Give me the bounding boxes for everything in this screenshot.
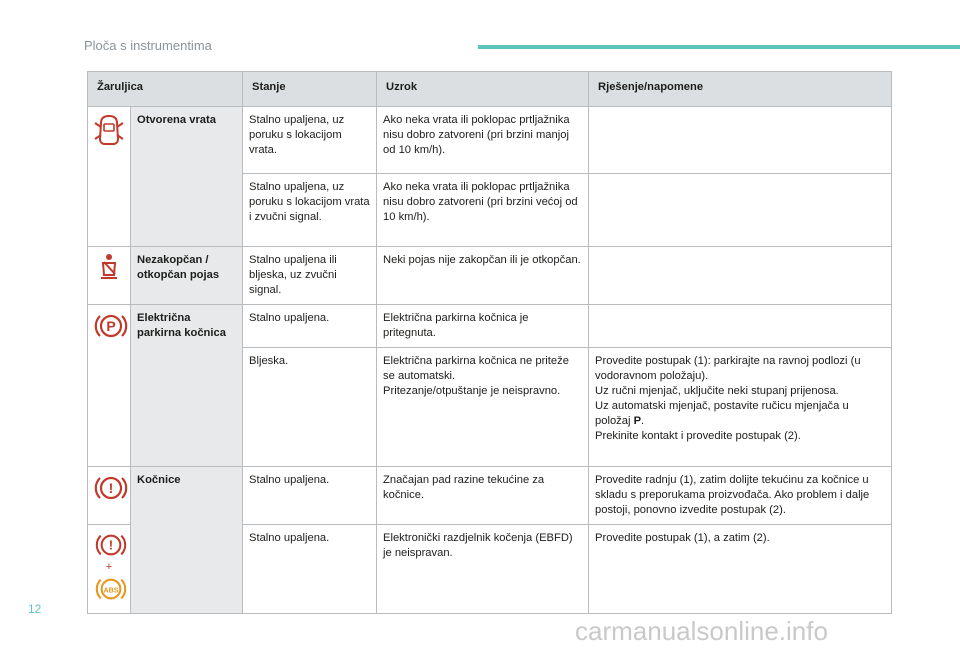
cause-cell: Značajan pad razine tekućine za kočnice.: [377, 467, 589, 525]
solution-cell: Provedite postupak (1), a zatim (2).: [589, 525, 892, 614]
cause-cell: Električna parkirna kočnica je pritegnuta.: [377, 305, 589, 348]
svg-text:ABS: ABS: [103, 587, 119, 595]
open-door-icon: [94, 113, 124, 147]
solution-line: [595, 399, 885, 429]
state-cell: Stalno upaljena.: [243, 467, 377, 525]
cause-cell: Ako neka vrata ili poklopac prtljažnika nisu dobro zatvoreni (pri brzini manjoj od 10 km/h).: [377, 107, 589, 174]
svg-text:!: !: [108, 537, 114, 553]
solution-text: Uz automatski mjenjač, postavite ručicu mjenjača u položaj: [595, 400, 849, 427]
state-cell: Stalno upaljena, uz poruku s lokacijom vrata.: [243, 107, 377, 174]
solution-line: Provedite postupak (1): parkirajte na ravnoj podlozi (u vodoravnom položaju).: [595, 355, 861, 382]
seatbelt-icon-cell: [88, 247, 131, 305]
state-cell: Stalno upaljena ili bljeska, uz zvučni signal.: [243, 247, 377, 305]
cause-line: Pritezanje/otpuštanje je neispravno.: [383, 385, 561, 397]
solution-cell: Provedite radnju (1), zatim dolijte tekućinu za kočnice u skladu s preporukama proizvođača. Ako problem i dalje postoji, ponovno izvedite postupak (2).: [589, 467, 892, 525]
column-header-solution: Rješenje/napomene: [589, 72, 892, 107]
column-header-cause: Uzrok: [377, 72, 589, 107]
svg-text:P: P: [106, 318, 116, 334]
svg-text:!: !: [108, 480, 114, 496]
column-header-state: Stanje: [243, 72, 377, 107]
table-row: [88, 305, 892, 348]
parking-brake-icon-cell: [88, 305, 131, 467]
table-header-row: [88, 72, 892, 107]
plus-sign: +: [105, 561, 113, 573]
seatbelt-icon: [97, 253, 121, 281]
solution-line: Prekinite kontakt i provedite postupak (2).: [595, 430, 801, 442]
warning-lights-table: [87, 71, 892, 614]
cause-cell: [377, 348, 589, 467]
lamp-name-seatbelt: Nezakopčan / otkopčan pojas: [131, 247, 243, 305]
watermark: carmanualsonline.info: [575, 616, 828, 646]
brake-icon: [94, 473, 128, 503]
solution-cell: [589, 174, 892, 247]
brake-icon: [94, 531, 128, 559]
cause-cell: Ako neka vrata ili poklopac prtljažnika nisu dobro zatvoreni (pri brzini većoj od 10 km/h).: [377, 174, 589, 247]
solution-cell: [589, 247, 892, 305]
open-door-icon-cell: [88, 107, 131, 247]
cause-cell: Elektronički razdjelnik kočenja (EBFD) je neispravan.: [377, 525, 589, 614]
section-title: Ploča s instrumentima: [84, 38, 212, 53]
brake-abs-icon-cell: [88, 525, 131, 614]
solution-line: Uz ručni mjenjač, uključite neki stupanj prijenosa.: [595, 385, 839, 397]
state-cell: Stalno upaljena.: [243, 525, 377, 614]
parking-brake-icon: [94, 311, 128, 341]
state-cell: Bljeska.: [243, 348, 377, 467]
abs-icon: [94, 575, 128, 603]
state-cell: Stalno upaljena.: [243, 305, 377, 348]
solution-cell: [589, 305, 892, 348]
state-cell: Stalno upaljena, uz poruku s lokacijom vrata i zvučni signal.: [243, 174, 377, 247]
page-number: 12: [28, 602, 42, 616]
cause-cell: Neki pojas nije zakopčan ili je otkopčan.: [377, 247, 589, 305]
solution-cell: [589, 107, 892, 174]
cause-line: Električna parkirna kočnica ne priteže se automatski.: [383, 355, 569, 382]
lamp-name-parking-brake: Električna parkirna kočnica: [131, 305, 243, 467]
table-row: [88, 247, 892, 305]
lamp-name-brakes: Kočnice: [131, 467, 243, 614]
solution-cell: [589, 348, 892, 467]
table-row: [88, 467, 892, 525]
solution-text: .: [641, 415, 645, 427]
gear-position-p: P: [633, 415, 642, 427]
table-row: [88, 107, 892, 174]
brake-icon-cell: [88, 467, 131, 525]
column-header-lamp: Žaruljica: [88, 72, 243, 107]
lamp-name-open-doors: Otvorena vrata: [131, 107, 243, 247]
header-accent-bar: [478, 45, 960, 49]
